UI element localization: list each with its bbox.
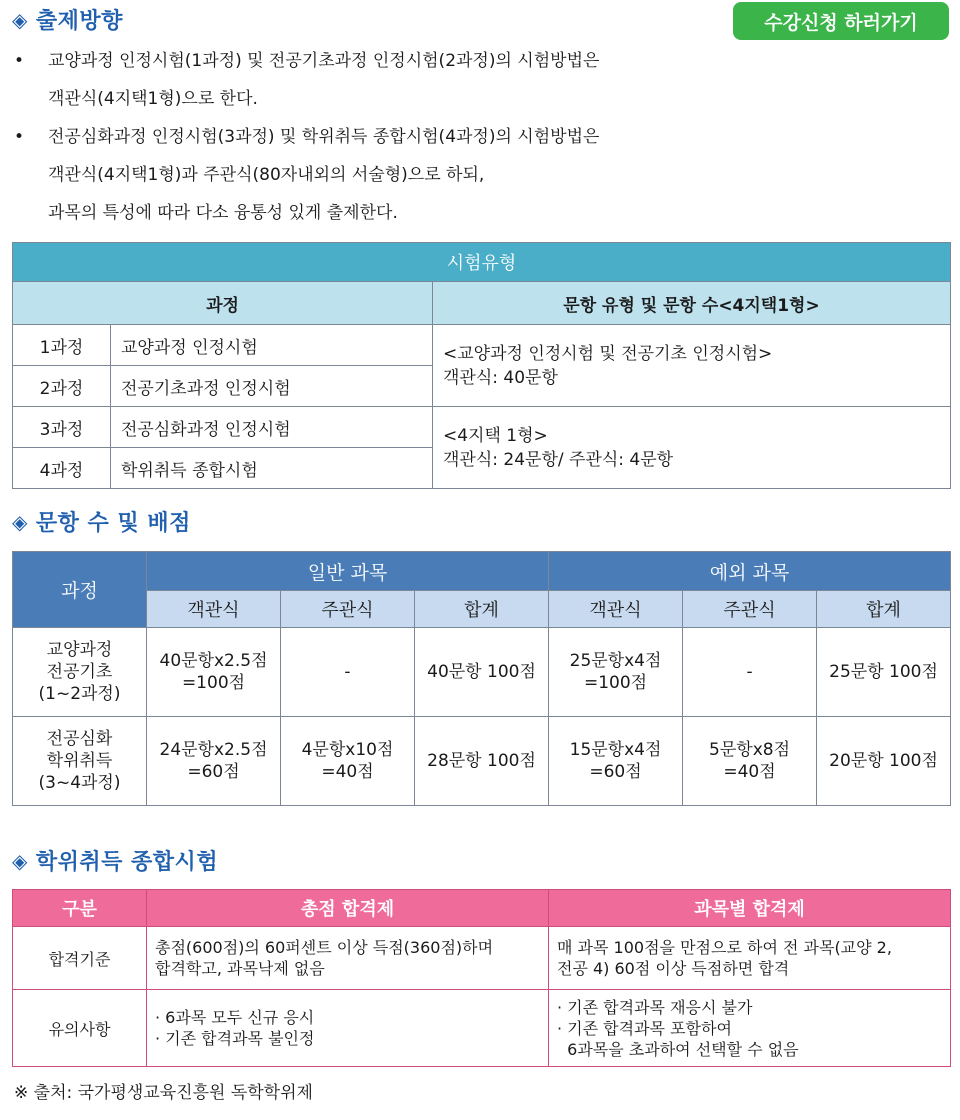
score-cell: [147, 628, 281, 717]
score-cell: [549, 628, 683, 717]
question-type-cell: [433, 325, 951, 407]
section-heading-degree: [12, 845, 218, 876]
bullet-item: [12, 118, 772, 232]
cell-line: -: [746, 662, 753, 682]
cell-line: 전공기초: [46, 662, 113, 682]
column-header: 과정: [13, 552, 147, 628]
scoring-table: [12, 551, 951, 806]
cell-line: 6과목을 초과하여 선택할 수 없음: [557, 1039, 799, 1059]
section-heading-direction: [12, 4, 123, 35]
cell-line: 25문항 100점: [829, 662, 938, 682]
cell-line: 15문항x4점: [569, 740, 662, 760]
score-cell: [415, 628, 549, 717]
column-header: 과목별 합격제: [549, 890, 951, 927]
cell-line: 전공 4) 60점 이상 득점하면 합격: [557, 959, 790, 978]
row-label: 합격기준: [13, 927, 147, 990]
cell-line: 20문항 100점: [829, 751, 938, 771]
cell-line: =60점: [589, 762, 642, 782]
course-number: 2과정: [13, 366, 111, 407]
cell-line: 매 과목 100점을 만점으로 하여 전 과목(교양 2,: [557, 938, 892, 957]
column-header: 과정: [13, 282, 433, 325]
cell-line: 24문항x2.5점: [159, 740, 268, 760]
table-row: [13, 927, 951, 990]
cell-line: =40점: [723, 762, 776, 782]
bullet-line: 과목의 특성에 따라 다소 융통성 있게 출제한다.: [48, 203, 398, 223]
direction-bullets: [12, 42, 772, 232]
bullet-dot: •: [14, 51, 25, 71]
score-cell: [817, 717, 951, 806]
cell-line: · 6과목 모두 신규 응시: [155, 1008, 315, 1027]
cell-line: =40점: [321, 762, 374, 782]
cell-line: (3~4과정): [38, 773, 121, 793]
bullet-line: 전공심화과정 인정시험(3과정) 및 학위취득 종합시험(4과정)의 시험방법은: [48, 127, 600, 147]
subject-pass-cell: [549, 927, 951, 990]
sub-header: 주관식: [683, 591, 817, 628]
cell-line: 교양과정: [46, 640, 113, 660]
sub-header: 합계: [817, 591, 951, 628]
cell-line: 40문항x2.5점: [159, 651, 268, 671]
course-number: 3과정: [13, 407, 111, 448]
sub-header: 주관식: [281, 591, 415, 628]
course-name: 전공기초과정 인정시험: [111, 366, 433, 407]
score-cell: [683, 628, 817, 717]
cell-line: · 기존 합격과목 불인정: [155, 1029, 315, 1048]
section-title: 학위취득 종합시험: [35, 850, 219, 875]
question-type-line: <4지택 1형>: [443, 425, 548, 446]
score-cell: [817, 628, 951, 717]
question-type-line: 객관식: 24문항/ 주관식: 4문항: [443, 449, 674, 470]
score-cell: [147, 717, 281, 806]
table-row: [13, 325, 951, 366]
bullet-dot: •: [14, 127, 25, 147]
section-title: 출제방향: [35, 9, 123, 34]
score-cell: [549, 717, 683, 806]
total-pass-cell: [147, 927, 549, 990]
cell-line: · 기존 합격과목 포함하여: [557, 1018, 732, 1038]
diamond-icon: ◈: [12, 7, 28, 32]
table-row: [13, 717, 951, 806]
score-cell: [683, 717, 817, 806]
sub-header: 합계: [415, 591, 549, 628]
question-type-cell: [433, 407, 951, 489]
degree-exam-table: [12, 889, 951, 1067]
cell-line: (1~2과정): [38, 684, 121, 704]
course-registration-button[interactable]: 수강신청 하러가기: [733, 2, 949, 40]
row-label: 유의사항: [13, 990, 147, 1067]
source-note: ※ 출처: 국가평생교육진흥원 독학학위제: [14, 1083, 313, 1103]
course-cell: [13, 628, 147, 717]
column-header: 일반 과목: [147, 552, 549, 591]
course-name: 전공심화과정 인정시험: [111, 407, 433, 448]
cell-line: 4문항x10점: [301, 740, 394, 760]
cell-line: 전공심화: [46, 729, 113, 749]
cell-line: -: [344, 662, 351, 682]
cell-line: 학위취득: [46, 751, 113, 771]
sub-header: 객관식: [549, 591, 683, 628]
cell-line: =100점: [583, 673, 648, 693]
cell-line: 5문항x8점: [709, 740, 790, 760]
cell-line: 25문항x4점: [569, 651, 662, 671]
column-header: 예외 과목: [549, 552, 951, 591]
column-header: 문항 유형 및 문항 수<4지택1형>: [433, 282, 951, 325]
table-title: 시험유형: [13, 243, 951, 282]
bullet-line: 객관식(4지택1형)과 주관식(80자내외의 서술형)으로 하되,: [48, 165, 485, 185]
table-row: [13, 628, 951, 717]
bullet-line: 교양과정 인정시험(1과정) 및 전공기초과정 인정시험(2과정)의 시험방법은: [48, 51, 600, 71]
column-header: 총점 합격제: [147, 890, 549, 927]
table-row: [13, 407, 951, 448]
course-name: 교양과정 인정시험: [111, 325, 433, 366]
cell-line: 28문항 100점: [427, 751, 536, 771]
question-type-line: 객관식: 40문항: [443, 367, 558, 388]
cell-line: 40문항 100점: [427, 662, 536, 682]
score-cell: [415, 717, 549, 806]
score-cell: [281, 628, 415, 717]
sub-header: 객관식: [147, 591, 281, 628]
section-title: 문항 수 및 배점: [35, 511, 191, 536]
course-number: 4과정: [13, 448, 111, 489]
diamond-icon: ◈: [12, 509, 28, 534]
cell-line: =60점: [187, 762, 240, 782]
bullet-line: 객관식(4지택1형)으로 한다.: [48, 89, 258, 109]
cell-line: 총점(600점)의 60퍼센트 이상 득점(360점)하며: [155, 938, 494, 957]
cell-line: 합격학고, 과목낙제 없음: [155, 959, 325, 978]
course-name: 학위취득 종합시험: [111, 448, 433, 489]
exam-type-table: [12, 242, 951, 489]
score-cell: [281, 717, 415, 806]
course-cell: [13, 717, 147, 806]
bullet-item: [12, 42, 772, 118]
course-number: 1과정: [13, 325, 111, 366]
table-row: [13, 990, 951, 1067]
subject-pass-cell: [549, 990, 951, 1067]
column-header: 구분: [13, 890, 147, 927]
question-type-line: <교양과정 인정시험 및 전공기초 인정시험>: [443, 343, 773, 364]
cell-line: =100점: [181, 673, 246, 693]
cell-line: · 기존 합격과목 재응시 불가: [557, 997, 753, 1017]
section-heading-items: [12, 506, 191, 537]
total-pass-cell: [147, 990, 549, 1067]
diamond-icon: ◈: [12, 848, 28, 873]
